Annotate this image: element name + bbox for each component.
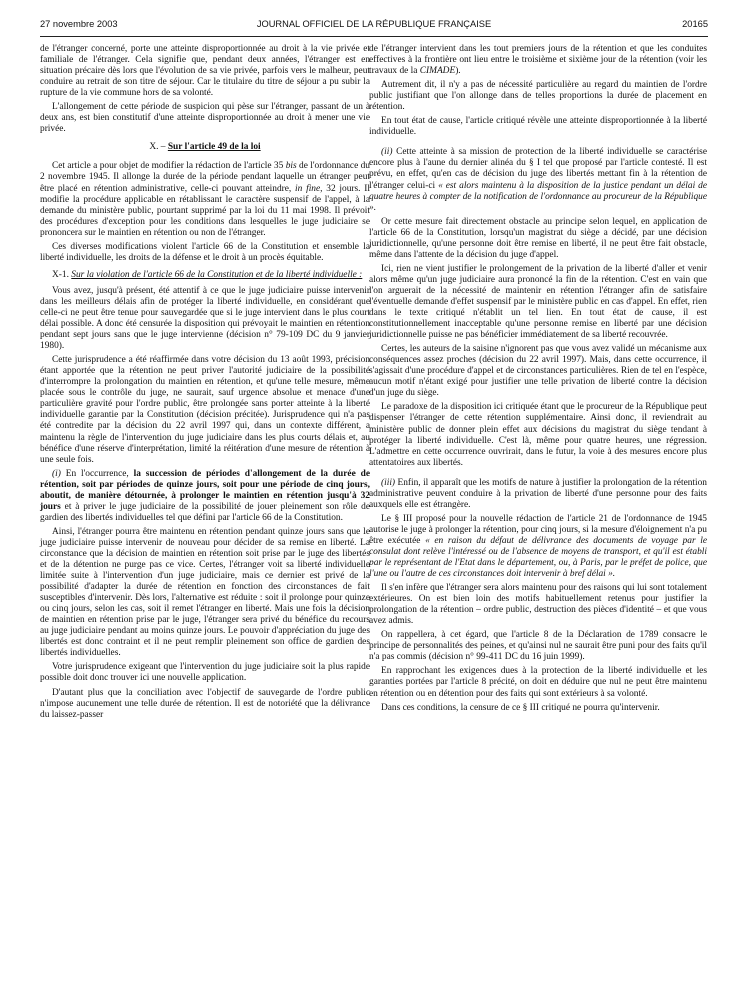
paragraph: L'allongement de cette période de suspicion qui pèse sur l'étranger, passant de un à deux ans, est bien constitutif d'une atteinte disproportionnée au droit à mener une vie privée. — [40, 102, 370, 135]
paragraph: Ces diverses modifications violent l'article 66 de la Constitution et ensemble la liberté individuelle, les droits de la défense et le droit à un procès équitable. — [40, 241, 370, 263]
paragraph: D'autant plus que la conciliation avec l'objectif de sauvegarde de l'ordre public n'impose aucunement une telle durée de rétention. Il est de notoriété que la délivrance du laissez-passer — [40, 687, 370, 720]
paragraph: (iii) Enfin, il apparaît que les motifs de nature à justifier la prolongation de la rétention administrative peuvent conduire à la privation de liberté d'une personne pour des faits auxquels elle est étrangère. — [369, 477, 707, 510]
subsection-number: X-1. — [52, 269, 72, 280]
paragraph: Vous avez, jusqu'à présent, été attentif à ce que le juge judiciaire puisse intervenir dans les meilleurs délais afin de protéger la liberté individuelle, en considérant que celle-ci ne peut être tenue pour sauvegardée que si le juge intervient dans le plus court délai possible. A donc été censurée la disposition qui prévoyait le maintien en rétention pendant sept jours sans que le juge intervienne (décision n° 79-109 DC du 9 janvier 1980). — [40, 285, 370, 352]
page-header — [40, 17, 708, 33]
subsection-heading — [40, 270, 370, 281]
paragraph: En rapprochant les exigences dues à la protection de la liberté individuelle et les garanties portées par l'article 8 précité, on doit en déduire que nul ne peut être maintenu en rétention ou en détention pour des faits qui sont extérieurs à sa volonté. — [369, 666, 707, 699]
paragraph: Or cette mesure fait directement obstacle au principe selon lequel, en application de l'article 66 de la Constitution, lorsqu'un magistrat du siège a décidé, par une décision juridictionnelle, qu'une personne doit être remise en liberté, il ne peut être fait obstacle, même dans l'attente de la décision du juge d'appel. — [369, 216, 707, 260]
paragraph: de l'étranger concerné, porte une atteinte disproportionnée au droit à la vie privée et familiale de l'étranger. Cela signifie que, pendant deux années, l'étranger est en situation précaire dès lors que l'évolution de sa vie privée, parfois vers le malheur, peut conduire au retrait de son titre de séjour. Car le titulaire du titre de séjour a pu subir la rupture de la vie commune hors de sa volonté. — [40, 44, 370, 99]
paragraph: Cet article a pour objet de modifier la rédaction de l'article 35 bis de l'ordonnance du 2 novembre 1945. Il allonge la durée de la période pendant laquelle un étranger peut être placé en rétention administrative, celle-ci pouvant atteindre, in fine, 32 jours. Il modifie la procédure applicable en rétablissant le caractère suspensif de l'appel, à la demande du ministère public, pourtant supprimé par la loi du 11 mai 1998. Il prévoit des procédures d'exception pour les conditions dans lesquelles le juge judiciaire se prononcera sur le maintien en rétention ou non de l'étranger. — [40, 161, 370, 238]
paragraph: (i) En l'occurrence, la succession de périodes d'allongement de la durée de rétention, soit par périodes de quinze jours, soit pour une période de cinq jours, aboutit, de manière détournée, à prolonger le maintien en rétention jusqu'à 32 jours et à priver le juge judiciaire de la possibilité de jouer pleinement son rôle de gardien des libertés individuelles tel que défini par l'article 66 de la Constitution. — [40, 468, 370, 523]
header-page-number: 20165 — [682, 19, 708, 29]
paragraph: Le paradoxe de la disposition ici critiquée étant que le procureur de la République peut dispenser l'étranger de cette rétention supplémentaire. Ainsi donc, il reviendrait au ministère public de donner plein effet aux décisions du magistrat du siège tendant à protéger la liberté individuelle. C'est là, même pour quatre heures, une régression. L'admettre en cette occurrence ouvrirait, dans le futur, la voie à des mesures encore plus attentatoires aux libertés. — [369, 402, 707, 468]
header-rule — [40, 36, 708, 37]
paragraph: Votre jurisprudence exigeant que l'intervention du juge judiciaire soit la plus rapide possible doit donc trouver ici une nouvelle application. — [40, 662, 370, 684]
paragraph: de l'étranger intervient dans les tout premiers jours de la rétention et que les conduites effectives à la frontière ont lieu entre le troisième et sixième jour de la rétention (voir les travaux de la CIMADE). — [369, 44, 707, 77]
paragraph: (ii) Cette atteinte à sa mission de protection de la liberté individuelle se caractérise encore plus à l'aune du dernier alinéa du § I tel que proposé par l'article contesté. Il est prévu, en effet, qu'en cas de décision du juge des libertés mettant fin à la rétention de l'étranger celui-ci « est alors maintenu à la disposition de la justice pendant un délai de quatre heures à compter de la notification de l'ordonnance au procureur de la République ». — [369, 147, 708, 213]
subsection-title: Sur la violation de l'article 66 de la Constitution et de la liberté individuelle : — [71, 269, 363, 280]
paragraph: Certes, les auteurs de la saisine n'ignorent pas que vous avez validé un mécanisme aux conséquences assez proches (décision du 22 avril 1997). Mais, dans cette occurrence, il s'agissait d'une procédure d'appel et de circonstances particulières. Rien de tel en l'espèce, aucun motif n'étant exigé pour justifier une telle privation de liberté contre la décision d'un juge du siège. — [369, 344, 707, 399]
header-journal-title: JOURNAL OFFICIEL DE LA RÉPUBLIQUE FRANÇAISE — [256, 19, 492, 29]
right-column — [369, 44, 707, 717]
header-date: 27 novembre 2003 — [40, 19, 118, 29]
section-number: X. – — [149, 142, 168, 153]
paragraph: Le § III proposé pour la nouvelle rédaction de l'article 21 de l'ordonnance de 1945 autorise le juge à prolonger la rétention, pour cinq jours, si la mesure d'éloignement n'a pu être exécutée « en raison du défaut de délivrance des documents de voyage par le consulat dont relève l'intéressé ou de l'absence de moyens de transport, et qu'il est établi par le représentant de l'Etat dans le département, ou, à Paris, par le préfet de police, que l'une ou l'autre de ces circonstances doit intervenir à bref délai ». — [369, 513, 707, 580]
paragraph: Autrement dit, il n'y a pas de nécessité particulière au regard du maintien de l'ordre public justifiant que l'on allonge dans de telles proportions la durée de placement en rétention. — [369, 80, 707, 113]
paragraph: En tout état de cause, l'article critiqué révèle une atteinte disproportionnée à la liberté individuelle. — [369, 116, 707, 138]
section-heading — [40, 142, 370, 153]
paragraph: Il s'en infère que l'étranger sera alors maintenu pour des raisons qui lui sont totalement extérieures. On est bien loin des motifs habituellement retenus pour justifier la prolongation de la rétention – ordre public, destruction des pièces d'identité – et que vous avez admis. — [369, 583, 707, 627]
paragraph: Dans ces conditions, la censure de ce § III critiqué ne pourra qu'intervenir. — [381, 702, 660, 713]
paragraph: On rappellera, à cet égard, que l'article 8 de la Déclaration de 1789 consacre le principe de personnalités des peines, et qu'ainsi nul ne saurait être puni pour des faits qu'il n'a pas commis (décision n° 99-411 DC du 16 juin 1999). — [369, 630, 707, 663]
paragraph: Ici, rien ne vient justifier le prolongement de la privation de la liberté d'aller et venir alors même qu'un juge judiciaire aura prononcé la fin de la rétention. C'est en vain que l'on arguerait de la nécessité de maintenir en rétention l'étranger afin de satisfaire l'éventuelle demande d'effet suspensif par le ministère public en cas d'appel. En effet, rien dans le texte critiqué n'établit un tel lien. En tout état de cause, il est constitutionnellement inacceptable qu'une personne remise en liberté par une décision juridictionnelle puisse ne pas bénéficier immédiatement de sa liberté recouvrée. — [369, 263, 707, 341]
paragraph: Cette jurisprudence a été réaffirmée dans votre décision du 13 août 1993, précision étant apportée que la rétention ne peut priver l'autorité judiciaire de la possibilité d'interrompre la prolongation du maintien en rétention, et qu'une telle mesure, même placée sous le contrôle du juge, ne saurait, sauf urgence absolue et menace d'une particulière gravité pour l'ordre public, être prolongée sans porter atteinte à la liberté individuelle garantie par la Constitution (décision précitée). Jurisprudence qui n'a pas été contredite par la décision du 22 avril 1997 qui, dans un contexte différent, a maintenu la règle de l'intervention du juge judiciaire dans les plus courts délais et, au bénéfice d'une réserve d'interprétation, limité la réitération d'une mesure de rétention à une seule fois. — [40, 355, 370, 465]
section-title: Sur l'article 49 de la loi — [167, 142, 261, 153]
left-column — [40, 44, 370, 724]
paragraph: Ainsi, l'étranger pourra être maintenu en rétention pendant quinze jours sans que le juge judiciaire puisse intervenir de nouveau pour décider de sa remise en liberté. La circonstance que la décision de maintien en rétention soit prise par le juge des libertés et de la détention ne purge pas ce vice. Certes, l'étranger voit sa liberté individuelle limitée suite à l'intervention d'un juge judiciaire, mais ce dernier est privé de la possibilité d'adapter la durée de rétention en fonction des circonstances de fait susceptibles d'intervenir. Dès lors, l'alternative est réduite : soit il prolonge pour quinze ou cinq jours, selon les cas, soit il remet l'étranger en liberté. Mais une fois la décision de maintien en rétention prise par le juge, l'étranger sera privé du bénéfice du recours au juge judiciaire pendant au moins quinze jours. Le pouvoir d'appréciation du juge des libertés est donc contraint et il ne peut remplir pleinement son office de gardien des libertés individuelles. — [40, 526, 370, 659]
